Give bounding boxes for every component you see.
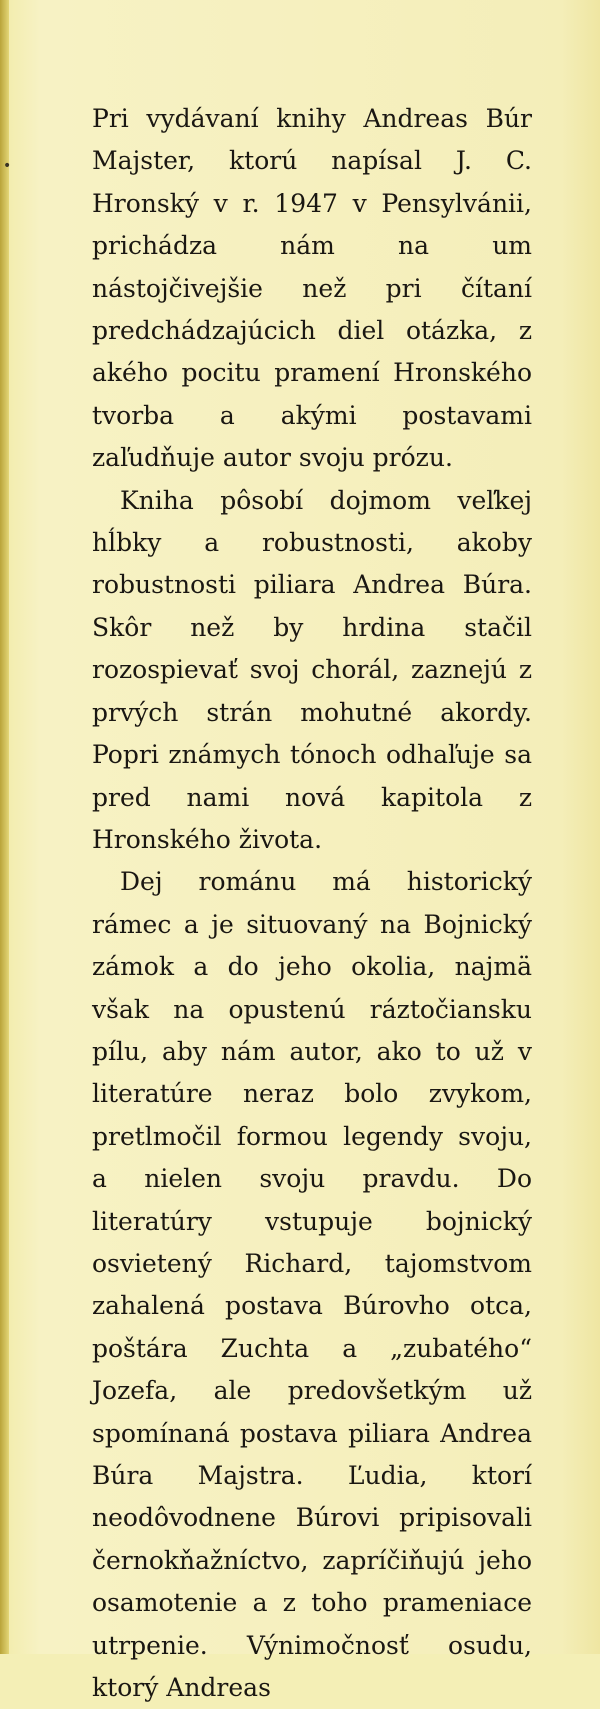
paragraph-3: Dej románu má historický rámec a je situovaný na Bojnický zámok a do jeho okolia, najmä však na opustenú ráztočiansku pílu, aby nám autor, ako to už v literatúre neraz bolo zvykom, pretlmočil formou legendy svoju, a nielen svoju pravdu. Do literatúry vstupuje bojnický osvietený Richard, tajomstvom zahalená postava Búrovho otca, poštára Zuchta a „zubatého“ Jozefa, ale predovšetkým už spomínaná postava piliara Andrea Búra Majstra. Ľudia, ktorí neodôvodnene Búrovi pripisovali černokňažníctvo, zapríčiňujú jeho osamotenie a z toho prameniace utrpenie. Výnimočnosť osudu, ktorý Andreas [92,867,532,1703]
paragraph-2: Kniha pôsobí dojmom veľkej hĺbky a robustnosti, akoby robustnosti piliara Andrea Búra. Skôr než by hrdina stačil rozospievať svoj chorál, zaznejú z prvých strán mohutné akordy. Popri známych tónoch odhaľuje sa pred nami nová kapitola z Hronského života. [92,485,532,854]
page-edge-shadow [0,0,12,1654]
paragraph-1: Pri vydávaní knihy Andreas Búr Majster, ktorú napísal J. C. Hronský v r. 1947 v Pensylvánii, prichádza nám na um nástojčivejšie než pri čítaní predchádzajúcich diel otázka, z akého pocitu pramení Hronského tvorba a akými postavami zaľudňuje autor svoju prózu. [92,104,532,473]
margin-mark: • [3,158,12,174]
body-text [92,98,532,1709]
